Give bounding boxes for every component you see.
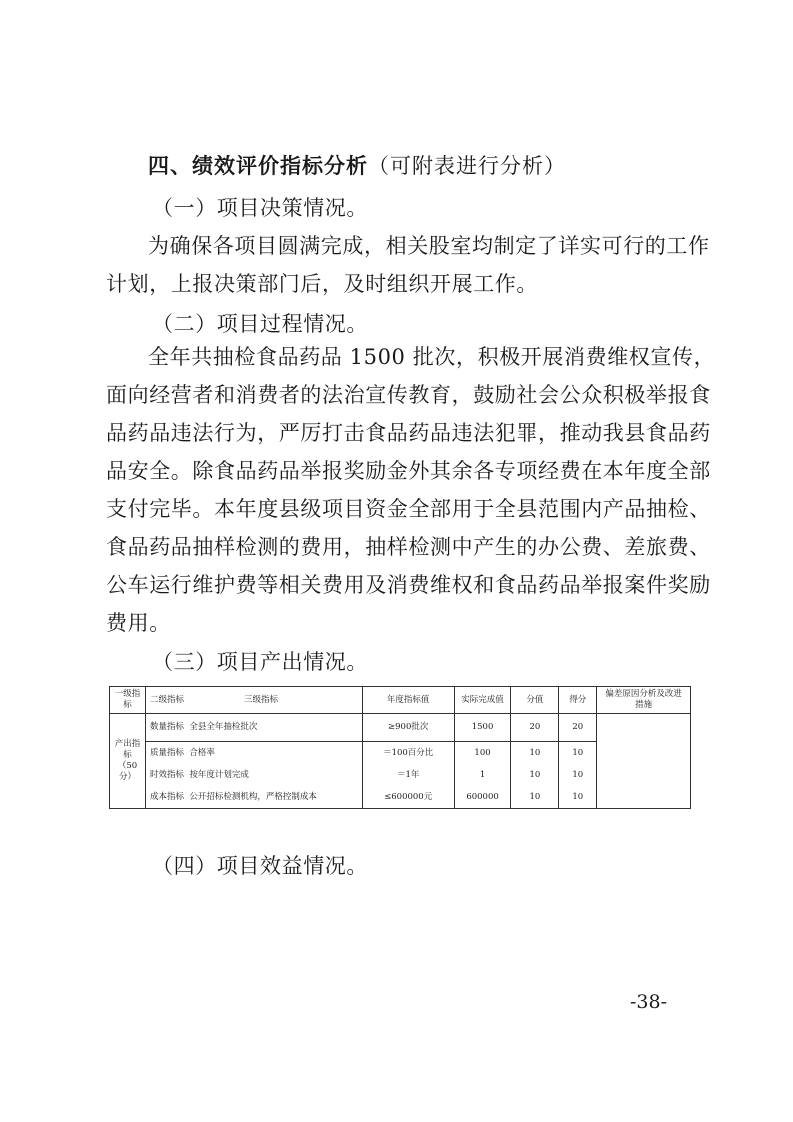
table-row [110, 714, 691, 809]
header-level3: 三级指标 [243, 694, 278, 705]
header-deviation: 偏差原因分析及改进措施 [597, 687, 691, 714]
indicator-quality: 质量指标 合格率 [149, 748, 215, 758]
paragraph-line: 支付完毕。本年度县级项目资金全部用于全县范围内产品抽检、 [106, 497, 711, 521]
weight-cell: 20 10 10 10 [511, 714, 559, 809]
performance-table [109, 686, 691, 809]
paragraph-line: 品安全。除食品药品举报奖励金外其余各专项经费在本年度全部 [106, 459, 711, 483]
category-cell [110, 714, 146, 809]
header-actual: 实际完成值 [454, 687, 511, 714]
section-heading [148, 152, 566, 180]
header-level1: 一级指标 [110, 687, 146, 714]
paragraph-line: 计划，上报决策部门后，及时组织开展工作。 [106, 272, 538, 296]
paragraph-line: 费用。 [106, 611, 171, 635]
paragraph-line: 为确保各项目圆满完成，相关股室均制定了详实可行的工作 [148, 234, 710, 258]
paragraph-line: 面向经营者和消费者的法治宣传教育，鼓励社会公众积极举报食 [106, 383, 711, 407]
paragraph-line: 品药品违法行为，严厉打击食品药品违法犯罪，推动我县食品药 [106, 421, 711, 445]
heading-note: （可附表进行分析） [368, 154, 566, 178]
header-level2: 二级指标 [149, 694, 184, 705]
indicator-cell [145, 714, 362, 809]
indicator-cost: 成本指标 公开招标检测机构，严格控制成本 [149, 792, 317, 802]
score-cell: 20 10 10 10 [559, 714, 597, 809]
paragraph-line: 公车运行维护费等相关费用及消费维权和食品药品举报案件奖励 [106, 573, 711, 597]
subsection-title-3: （三）项目产出情况。 [152, 650, 368, 674]
header-target: 年度指标值 [362, 687, 454, 714]
paragraph-line: 全年共抽检食品药品 1500 批次，积极开展消费维权宣传， [148, 345, 716, 369]
deviation-cell [597, 714, 691, 809]
heading-main: 四、绩效评价指标分析 [148, 154, 368, 178]
subsection-title-1: （一）项目决策情况。 [152, 196, 368, 220]
indicator-timeliness: 时效指标 按年度计划完成 [149, 770, 249, 780]
header-weight: 分值 [511, 687, 559, 714]
table-header-row [110, 687, 691, 714]
header-level2-level3 [145, 687, 362, 714]
actual-cell: 1500 100 1 600000 [454, 714, 511, 809]
subsection-title-2: （二）项目过程情况。 [152, 312, 368, 336]
paragraph-line: 食品药品抽样检测的费用，抽样检测中产生的办公费、差旅费、 [106, 535, 711, 559]
category-points: （50分） [117, 761, 138, 782]
category-name: 产出指标 [114, 739, 141, 760]
page-number: -38- [630, 991, 668, 1013]
header-score: 得分 [559, 687, 597, 714]
subsection-title-4: （四）项目效益情况。 [152, 854, 368, 878]
indicator-quantity: 数量指标 全县全年抽检批次 [146, 714, 362, 742]
target-cell: ≥900批次 ＝100百分比 ＝1年 ≤600000元 [362, 714, 454, 809]
